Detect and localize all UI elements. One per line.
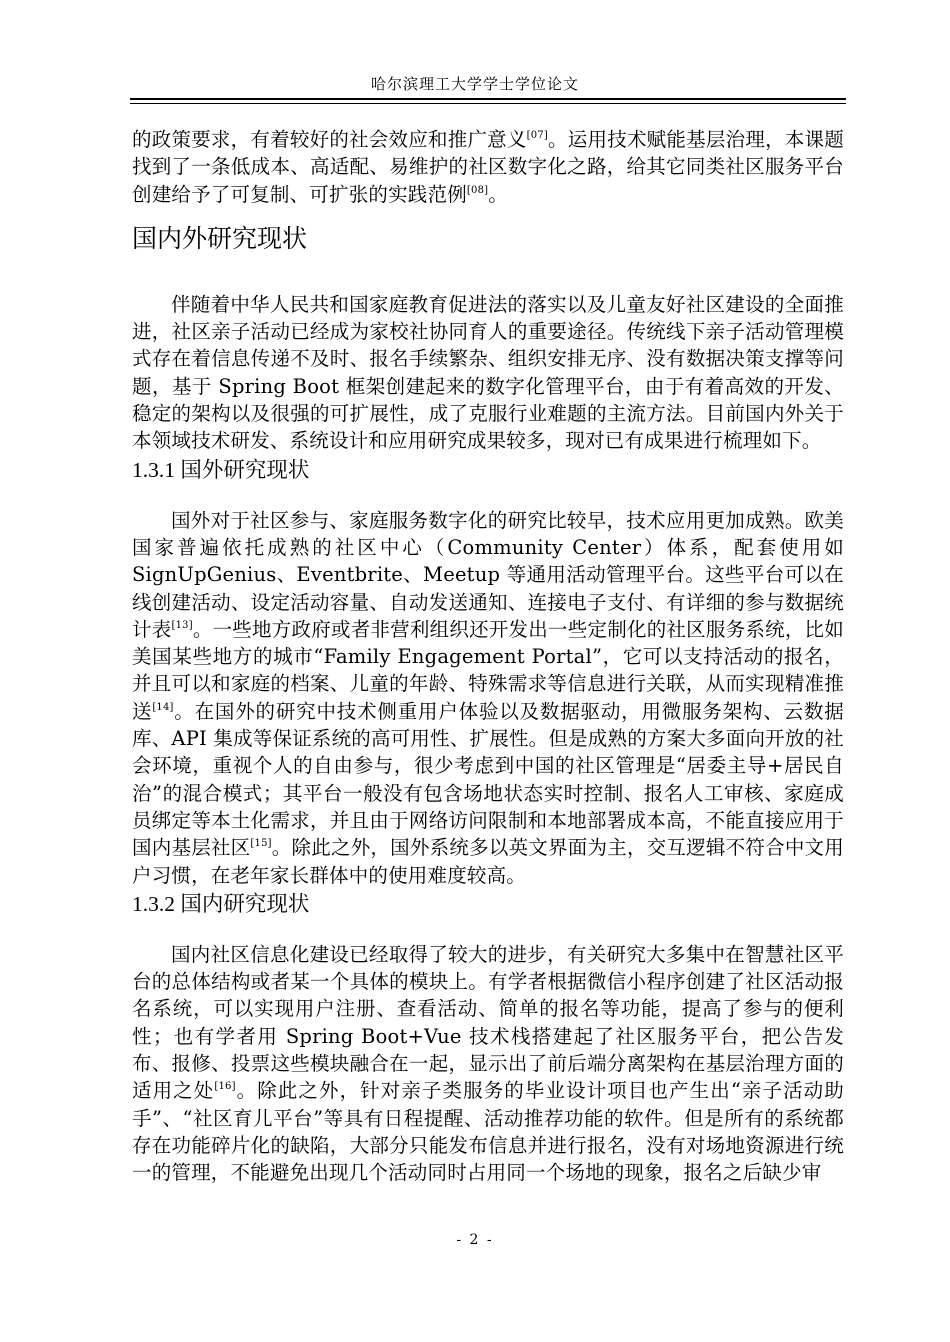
citation: [15] — [250, 838, 272, 850]
subsection-heading-foreign: 1.3.1 国外研究现状 — [132, 457, 310, 482]
citation: [08] — [466, 184, 489, 196]
intro-paragraph: 的政策要求，有着较好的社会效应和推广意义[07]。运用技术赋能基层治理，本课题找到了一条低成本、高适配、易维护的社区数字化之路，给其它同类社区服务平台创建给予了可复制、可扩张的实践范例[08]。 — [132, 128, 844, 206]
body-content — [132, 126, 844, 1187]
domestic-paragraph: 国内社区信息化建设已经取得了较大的进步，有关研究大多集中在智慧社区平台的总体结构或者某一个具体的模块上。有学者根据微信小程序创建了社区活动报名系统，可以实现用户注册、查看活动、简单的报名等功能，提高了参与的便利性；也有学者用 Spring Boot+Vue 技术栈搭建起了社区服务平台，把公告发布、报修、投票这些模块融合在一起，显示出了前后端分离架构在基层治理方面的适用之处[16]。除此之外，针对亲子类服务的毕业设计项目也产生出“亲子活动助手”、“社区育儿平台”等具有日程提醒、活动推荐功能的软件。但是所有的系统都存在功能碎片化的缺陷，大部分只能发布信息并进行报名，没有对场地资源进行统一的管理，不能避免出现几个活动同时占用同一个场地的现象，报名之后缺少审 — [132, 942, 844, 1185]
citation: [13] — [171, 619, 193, 631]
foreign-paragraph: 国外对于社区参与、家庭服务数字化的研究比较早，技术应用更加成熟。欧美国家普遍依托成熟的社区中心（Community Center）体系，配套使用如 SignUpGenius、Eventbrite、Meetup 等通用活动管理平台。这些平台可以在线创建活动、设定活动容量、自动发送通知、连接电子支付、有详细的参与数据统计表[13]。一些地方政府或者非营利组织还开发出一些定制化的社区服务系统，比如美国某些地方的城市“Family Engagement Portal”，它可以支持活动的报名，并且可以和家庭的档案、儿童的年龄、特殊需求等信息进行关联，从而实现精准推送[14]。在国外的研究中技术侧重用户体验以及数据驱动，用微服务架构、云数据库、API 集成等保证系统的高可用性、扩展性。但是成熟的方案大多面向开放的社会环境，重视个人的自由参与，很少考虑到中国的社区管理是“居委主导+居民自治”的混合模式；其平台一般没有包含场地状态实时控制、报名人工审核、家庭成员绑定等本土化需求，并且由于网络访问限制和本地部署成本高，不能直接应用于国内基层社区[15]。除此之外，国外系统多以英文界面为主，交互逻辑不符合中文用户习惯，在老年家长群体中的使用难度较高。 — [132, 508, 845, 887]
citation: [16] — [214, 1081, 236, 1093]
section-heading: 国内外研究现状 — [132, 223, 308, 253]
header-rule-thick — [130, 98, 846, 100]
subsection-heading-domestic: 1.3.2 国内研究现状 — [132, 891, 310, 916]
running-header: 哈尔滨理工大学学士学位论文 — [370, 75, 579, 93]
section-paragraph: 伴随着中华人民共和国家庭教育促进法的落实以及儿童友好社区建设的全面推进，社区亲子活动已经成为家校社协同育人的重要途径。传统线下亲子活动管理模式存在着信息传递不及时、报名手续繁杂、组织安排无序、没有数据决策支撑等问题，基于 Spring Boot 框架创建起来的数字化管理平台，由于有着高效的开发、稳定的架构以及很强的可扩展性，成了克服行业难题的主流方法。目前国内外关于本领域技术研发、系统设计和应用研究成果较多，现对已有成果进行梳理如下。 — [132, 292, 844, 453]
citation: [14] — [152, 701, 174, 713]
page-number: - 2 - — [456, 1232, 494, 1248]
citation: [07] — [526, 130, 548, 141]
header-rule-thin — [130, 103, 846, 104]
